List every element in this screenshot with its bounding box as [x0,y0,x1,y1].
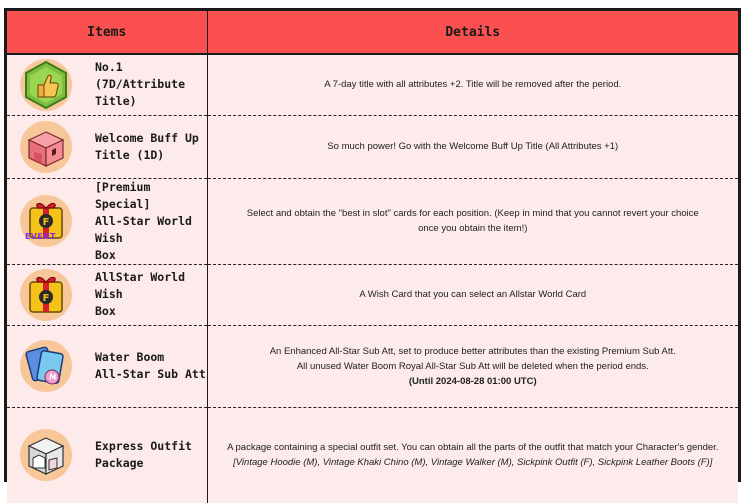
header-items: Items [7,11,207,54]
table-row [7,264,738,325]
item-name: Welcome Buff Up Title (1D) [95,130,199,162]
event-tag: EVENT [25,232,56,241]
item-name: AllStar World Wish Box [95,270,186,318]
items-table-frame [4,8,741,482]
item-cell [7,54,207,115]
details-line: So much power! Go with the Welcome Buff Up Title (All Attributes +1) [327,141,619,152]
table-row [7,178,738,264]
details-line: A Wish Card that you can select an Allstar World Card [359,289,587,300]
item-cell [7,264,207,325]
table-row [7,115,738,178]
details-cell [207,264,738,325]
gift-box-icon [19,120,73,174]
details-line: An Enhanced All-Star Sub Att, set to produce better attributes than the existing Premium Sub Att. [269,345,676,357]
svg-text:F: F [42,292,50,304]
details-line: A package containing a special outfit set. You can obtain all the parts of the outfit that match your Character's gender. [227,442,719,454]
outfit-package-icon [19,428,73,482]
thumbs-up-badge-icon [19,58,73,112]
items-table [7,11,738,503]
event-wish-box-icon [19,194,73,248]
item-details [208,344,739,389]
sub-att-cards-icon [19,339,73,393]
header-details: Details [207,11,738,54]
item-cell [7,325,207,407]
details-cell [207,407,738,503]
item-cell [7,115,207,178]
item-cell [7,407,207,503]
wish-box-icon [19,268,73,322]
item-details [208,287,739,302]
item-name: Water Boom All-Star Sub Att [95,350,206,381]
details-cell [207,54,738,115]
item-details [208,139,739,154]
item-details [208,206,739,236]
item-cell [7,178,207,264]
details-contents: [Vintage Hoodie (M), Vintage Khaki Chino (M), Vintage Walker (M), Sickpink Outfit (F), Sickpink Leather Boots (F)] [233,457,713,469]
details-line: Select and obtain the "best in slot" cards for each position. (Keep in mind that you cannot revert your choice [246,208,699,219]
details-cell [207,115,738,178]
details-line: A 7-day title with all attributes +2. Title will be removed after the period. [324,79,622,91]
table-row [7,325,738,407]
table-row [7,407,738,503]
table-header-row [7,11,738,54]
details-cell [207,178,738,264]
item-name: Express Outfit Package [95,439,192,471]
details-line: once you obtain the item!) [418,223,528,234]
item-name: No.1 (7D/Attribute Title) [95,60,186,109]
svg-text:F: F [42,217,50,228]
item-details [208,440,739,470]
details-period: (Until 2024-08-28 01:00 UTC) [408,375,537,387]
item-details [208,77,739,92]
details-cell [207,325,738,407]
item-name: [Premium Special] All-Star World Wish Box [95,179,192,262]
details-line: All unused Water Boom Royal All-Star Sub Att will be deleted when the period ends. [296,360,649,372]
table-row [7,54,738,115]
